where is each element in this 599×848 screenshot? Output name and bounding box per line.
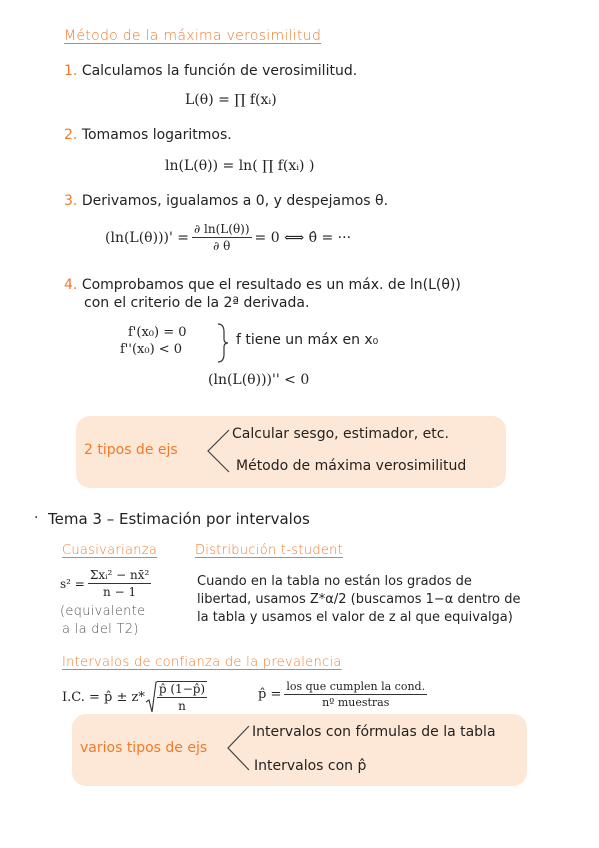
box2-label: varios tipos de ejs — [80, 740, 208, 756]
derivative-formula — [105, 222, 351, 253]
intervalos-heading: Intervalos de confianza de la prevalencia — [62, 655, 342, 670]
cuasivarianza-lhs: s² = — [60, 576, 85, 591]
condition-second-derivative: f''(x₀) < 0 — [120, 342, 183, 357]
step-4-number: 4. — [64, 277, 78, 293]
phat-numerator: los que cumplen la cond. — [286, 680, 426, 693]
likelihood-formula: L(θ) = ∏ f(xᵢ) — [185, 92, 277, 108]
derivative-rhs: = 0 ⟺ θ̂ = ··· — [254, 229, 352, 246]
step-4-line1: Comprobamos que el resultado es un máx. de ln(L(θ)) — [81, 277, 461, 293]
step-4 — [64, 277, 461, 293]
section-title-mle: Método de la máxima verosimilitud — [64, 28, 322, 44]
derivative-lhs: (ln(L(θ)))' = — [105, 229, 190, 246]
max-conclusion: f tiene un máx en x₀ — [236, 332, 379, 348]
phat-lhs: p̂ = — [258, 687, 282, 702]
phat-formula — [258, 680, 430, 709]
partial-denominator: ∂ θ — [213, 239, 231, 253]
partial-fraction — [192, 222, 252, 253]
cuasivarianza-fraction — [88, 568, 151, 599]
step-2 — [64, 127, 232, 143]
box2-item2: Intervalos con p̂ — [254, 758, 367, 774]
step-1 — [64, 63, 357, 79]
tstudent-heading: Distribución t-student — [195, 543, 344, 558]
box1-label: 2 tipos de ejs — [84, 442, 178, 458]
phat-denominator: nº muestras — [322, 696, 390, 709]
tstudent-line-1: Cuando en la tabla no están los grados de — [197, 574, 472, 589]
step-3-text: Derivamos, igualamos a 0, y despejamos θ. — [81, 193, 389, 209]
left-angle-bracket-icon — [225, 724, 251, 772]
condition-first-derivative: f'(x₀) = 0 — [128, 325, 187, 340]
second-derivative-negative: (ln(L(θ)))'' < 0 — [208, 372, 310, 388]
phat-fraction — [284, 680, 427, 709]
partial-numerator: ∂ ln(L(θ)) — [194, 222, 250, 236]
box1-item2: Método de máxima verosimilitud — [236, 458, 467, 474]
cuasivarianza-denominator: n − 1 — [103, 585, 137, 599]
confidence-interval-formula — [62, 680, 210, 714]
sqrt-fraction — [157, 681, 207, 713]
tstudent-line-2: libertad, usamos Z*α/2 (buscamos 1−α dentro de — [197, 592, 521, 607]
sqrt-icon — [145, 680, 157, 714]
step-3 — [64, 193, 388, 209]
left-angle-bracket-icon — [205, 428, 231, 474]
sqrt-denominator: n — [178, 699, 186, 713]
step-1-text: Calculamos la función de verosimilitud. — [81, 63, 358, 79]
tstudent-line-3: la tabla y usamos el valor de z al que equivalga) — [197, 610, 513, 625]
log-likelihood-formula: ln(L(θ)) = ln( ∏ f(xᵢ) ) — [165, 158, 315, 174]
box2-item1: Intervalos con fórmulas de la tabla — [252, 724, 496, 740]
sqrt-numerator: p̂ (1−p̂) — [158, 682, 206, 696]
step-2-text: Tomamos logaritmos. — [81, 127, 232, 143]
step-1-number: 1. — [64, 63, 78, 79]
cuasivarianza-formula — [60, 568, 154, 599]
right-brace-icon — [216, 322, 230, 364]
step-4-line2: con el criterio de la 2ª derivada. — [84, 295, 310, 311]
cuasivarianza-heading: Cuasivarianza — [62, 543, 158, 558]
bullet: · — [34, 510, 39, 526]
cuasivarianza-numerator: Σxᵢ² − nx̄² — [89, 568, 150, 582]
cuasivarianza-note-2: a la del T2) — [62, 622, 139, 637]
tema3-title: Tema 3 – Estimación por intervalos — [48, 510, 310, 528]
step-2-number: 2. — [64, 127, 78, 143]
step-3-number: 3. — [64, 193, 78, 209]
box1-item1: Calcular sesgo, estimador, etc. — [232, 426, 449, 442]
ci-lhs: I.C. = p̂ ± z* — [62, 689, 145, 705]
cuasivarianza-note-1: (equivalente — [60, 604, 146, 619]
